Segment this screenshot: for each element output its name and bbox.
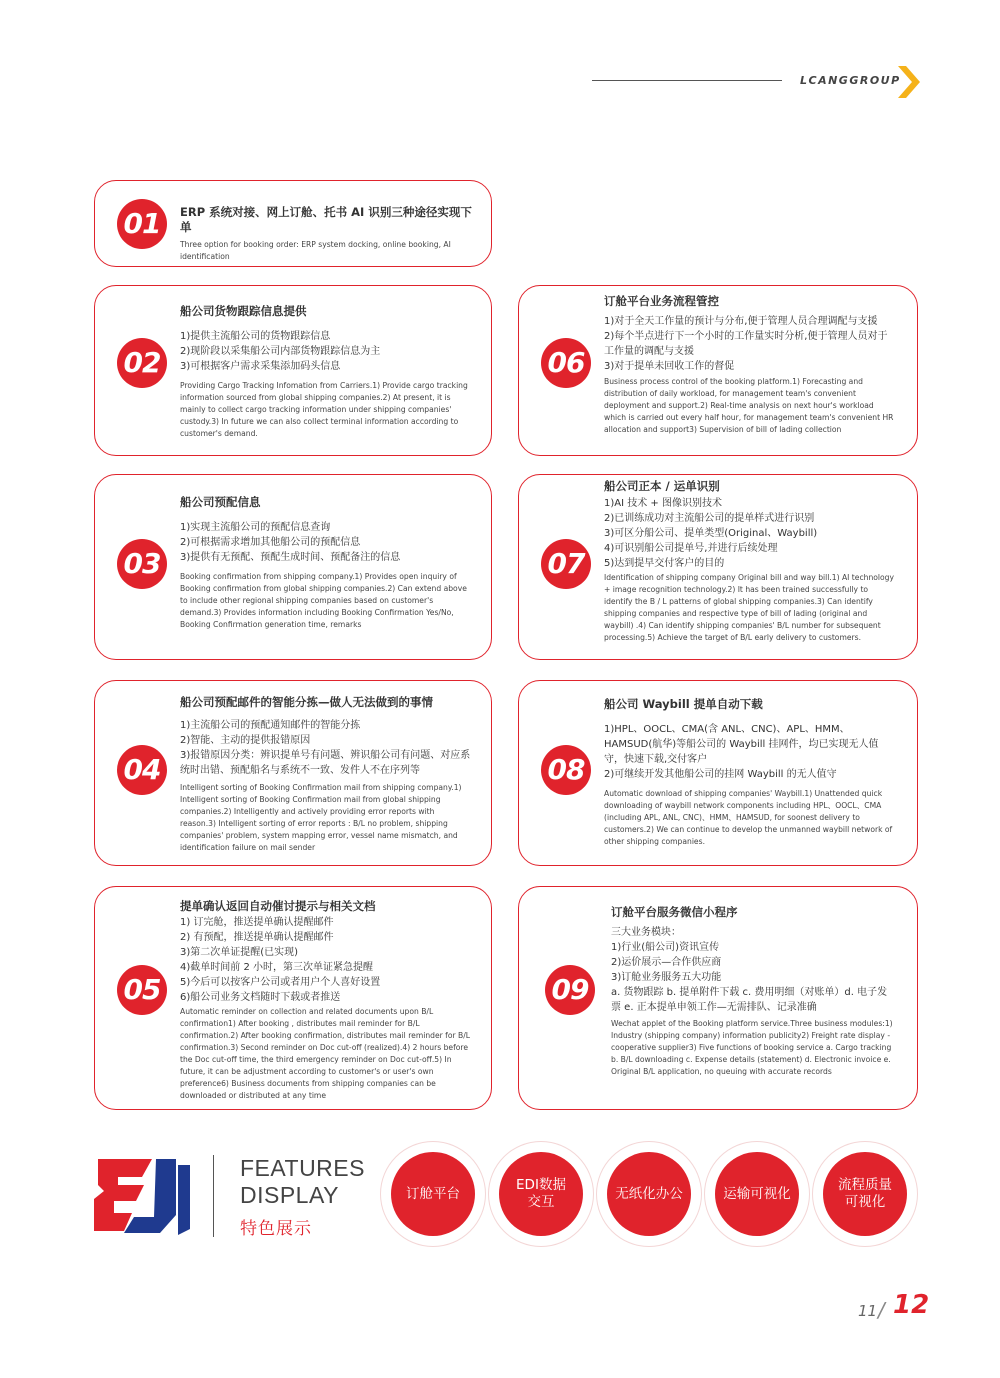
card-point: 3)可区分船公司、提单类型(Original、Waybill) <box>604 528 818 539</box>
feature-card-04 <box>94 680 492 866</box>
feature-card-07 <box>518 474 918 660</box>
card-point: 2)运价展示—合作供应商 <box>611 957 722 968</box>
card-number: 02 <box>117 338 167 388</box>
feature-badge-edi <box>489 1142 593 1246</box>
card-english-text: Automatic reminder on collection and related documents upon B/L confirmation1) After booking , distributes mail reminder for B/L confirmation.2) After booking confirmation, distributes mail reminder for B/L confirmation.3) Second reminder on Doc cut-off (realized).4) 2 hours before the Doc cut-off time, the third emergency reminder on Doc cut-off.5) In future, it can be adjustment according to customer's or user's own preference6) Business documents from shipping companies can be downloaded or distributed at any time <box>180 1007 471 1100</box>
card-number: 08 <box>541 745 591 795</box>
card-english-text: Booking confirmation from shipping company.1) Provides open inquiry of Booking confirmation from global shipping companies.2) Can extend above to include other regional shipping companies based on customer's demand.3) Provides information including Booking Confirmation Yes/No, Booking Confirmation generation time, remarks <box>180 572 467 629</box>
card-point: 1)AI 技术 + 图像识别技术 <box>604 498 722 509</box>
card-english-text: Three option for booking order: ERP system docking, online booking, AI identification <box>180 240 451 261</box>
card-point: 1)主流船公司的预配通知邮件的智能分拣 <box>180 720 361 731</box>
card-title: 提单确认返回自动催讨提示与相关文档 <box>180 899 376 913</box>
brand-name: LCANGGROUP <box>800 74 901 87</box>
divider <box>213 1155 214 1237</box>
card-english-text: Identification of shipping company Original bill and way bill.1) AI technology + image recognition technology.2) It has been trained successfully to identify the B / L patterns of global shipping companies.3) Can identify shipping companies and respective type of bill of lading (original and waybill) .4) Can identify shipping companies' B/L number for subsequent processing.5) Achieve the target of B/L early delivery to customers. <box>604 573 894 642</box>
card-point: 3)对于提单未回收工作的督促 <box>604 361 735 372</box>
features-title-en <box>240 1155 365 1209</box>
card-number: 09 <box>545 965 595 1015</box>
feature-card-08 <box>518 680 918 866</box>
card-point: 1)提供主流船公司的货物跟踪信息 <box>180 331 331 342</box>
features-title-line-2: DISPLAY <box>240 1182 339 1208</box>
card-point: 3)可根据客户需求采集添加码头信息 <box>180 361 341 372</box>
feature-badge-paperless <box>597 1142 701 1246</box>
card-point: 4)可识别船公司提单号,并进行后续处理 <box>604 543 778 554</box>
feature-label: EDI数据 <box>516 1177 566 1193</box>
card-title: 船公司预配信息 <box>180 495 261 509</box>
page-number-current: 12 <box>893 1290 930 1320</box>
card-point: 2)智能、主动的提供报错原因 <box>180 735 311 746</box>
card-point: 3)订舱业务服务五大功能 <box>611 972 722 983</box>
feature-card-03 <box>94 474 492 660</box>
card-number: 06 <box>541 338 591 388</box>
features-title-line-1: FEATURES <box>240 1155 365 1181</box>
card-point: 1)行业(船公司)资讯宣传 <box>611 942 720 953</box>
card-title: 船公司预配邮件的智能分拣—做人无法做到的事情 <box>180 695 433 709</box>
card-number: 01 <box>117 199 167 249</box>
feature-label: 运输可视化 <box>723 1185 791 1202</box>
card-point: 2)已训练成功对主流船公司的提单样式进行识别 <box>604 513 815 524</box>
card-english-text: Business process control of the booking platform.1) Forecasting and distribution of daily workload, for management team's convenient deployment and support.2) Real-time analysis on next hour's workload which is carried out every half hour, for management team's convenient HR allocation and support3) Supervision of bill of lading collection <box>604 377 894 434</box>
feature-card-06 <box>518 285 918 456</box>
card-title: ERP 系统对接、网上订舱、托书 AI 识别三种途径实现下单 <box>180 205 472 234</box>
feature-card-01 <box>94 180 492 267</box>
card-number: 05 <box>117 965 167 1015</box>
card-point: 2)现阶段以采集船公司内部货物跟踪信息为主 <box>180 346 381 357</box>
card-point: 3)报错原因分类：辨识提单号有问题、辨识船公司有问题、对应系统时出错、预配船名与系统不一致、发件人不在序列等 <box>180 750 471 776</box>
feature-card-02 <box>94 285 492 456</box>
card-title: 船公司货物跟踪信息提供 <box>180 304 307 318</box>
card-point: 三大业务模块： <box>611 927 681 938</box>
company-logo <box>94 1155 190 1237</box>
feature-label: 交互 <box>527 1194 555 1210</box>
card-title: 船公司 Waybill 提单自动下载 <box>604 697 763 711</box>
feature-label: 无纸化办公 <box>615 1185 683 1202</box>
features-title-cn: 特色展示 <box>240 1219 312 1239</box>
page-number-prev: 11 <box>858 1302 878 1320</box>
header-rule <box>592 80 782 81</box>
chevron-right-icon <box>896 66 920 98</box>
feature-card-05 <box>94 886 492 1110</box>
card-english-text: Automatic download of shipping companies' Waybill.1) Unattended quick downloading of waybill network components including HPL、OOCL、CMA (including APL, ANL, CNC)、HMM、HAMSUD, for soonest delivery to customers.2) We can continue to develop the unmanned waybill network of other shipping companies. <box>604 789 893 846</box>
card-point: 2) 有预配，推送提单确认提醒邮件 <box>180 932 334 943</box>
card-point: 2)可继续开发其他船公司的挂网 Waybill 的无人值守 <box>604 769 837 780</box>
feature-label: 流程质量 <box>838 1177 892 1193</box>
card-title: 订舱平台服务微信小程序 <box>611 905 738 919</box>
feature-badge-transport-visibility <box>705 1142 809 1246</box>
card-point: 2)可根据需求增加其他船公司的预配信息 <box>180 537 361 548</box>
card-point: 6)船公司业务文档随时下载或者推送 <box>180 992 341 1003</box>
card-english-text: Providing Cargo Tracking Infomation from Carriers.1) Provide cargo tracking information sourced from global shipping companies.2) At present, it is mainly to collect cargo tracking information under shipping companies' custody.3) In future we can also collect terminal information according to customer's demand. <box>180 381 468 438</box>
feature-label: 可视化 <box>844 1194 886 1210</box>
card-point: 3)提供有无预配、预配生成时间、预配备注的信息 <box>180 552 401 563</box>
card-point: 2)每个半点进行下一个小时的工作量实时分析,便于管理人员对于工作量的调配与支援 <box>604 331 888 357</box>
feature-label: 订舱平台 <box>406 1185 460 1202</box>
card-point: 3)第二次单证提醒(已实现) <box>180 947 299 958</box>
card-number: 04 <box>117 745 167 795</box>
card-point: 1)实现主流船公司的预配信息查询 <box>180 522 331 533</box>
card-point: 1) 订完舱，推送提单确认提醒邮件 <box>180 917 334 928</box>
card-point: 1)HPL、OOCL、CMA(含 ANL、CNC)、APL、HMM、HAMSUD(航华)等船公司的 Waybill 挂网件，均已实现无人值守，快速下载,交付客户 <box>604 724 879 765</box>
card-point: 5)达到提早交付客户的目的 <box>604 558 725 569</box>
card-title: 船公司正本 / 运单识别 <box>604 479 720 493</box>
page-number-separator: / <box>878 1298 885 1322</box>
card-number: 03 <box>117 539 167 589</box>
card-point: 5)今后可以按客户公司或者用户个人喜好设置 <box>180 977 381 988</box>
feature-card-09 <box>518 886 918 1110</box>
feature-badge-booking-platform <box>381 1142 485 1246</box>
card-title: 订舱平台业务流程管控 <box>604 294 719 308</box>
card-point: 1)对于全天工作量的预计与分布,便于管理人员合理调配与支援 <box>604 316 878 327</box>
card-number: 07 <box>541 539 591 589</box>
card-english-text: Wechat applet of the Booking platform service.Three business modules:1) Industry (shipping company) information publicity2) Freight rate display - cooperative supplier3) Five functions of booking service a. Cargo tracking b. B/L downloading c. Expense details (statement) d. Electronic invoice e. Original B/L application, no queuing with accurate records <box>611 1019 893 1076</box>
card-point: a. 货物跟踪 b. 提单附件下载 c. 费用明细（对账单）d. 电子发票 e. 正本提单申领工作—无需排队、记录准确 <box>611 987 888 1013</box>
card-english-text: Intelligent sorting of Booking Confirmation mail from shipping company.1) Intelligent sorting of Booking Confirmation mail from global shipping companies.2) Intelligently and actively providing error reports with reason.3) Intelligent sorting of error reports : B/L no problem, shipping companies' problem, system mapping error, vessel name mismatch, and identification failure on mail sender <box>180 783 462 852</box>
card-point: 4)截单时间前 2 小时，第三次单证紧急提醒 <box>180 962 373 973</box>
feature-badge-process-quality <box>813 1142 917 1246</box>
